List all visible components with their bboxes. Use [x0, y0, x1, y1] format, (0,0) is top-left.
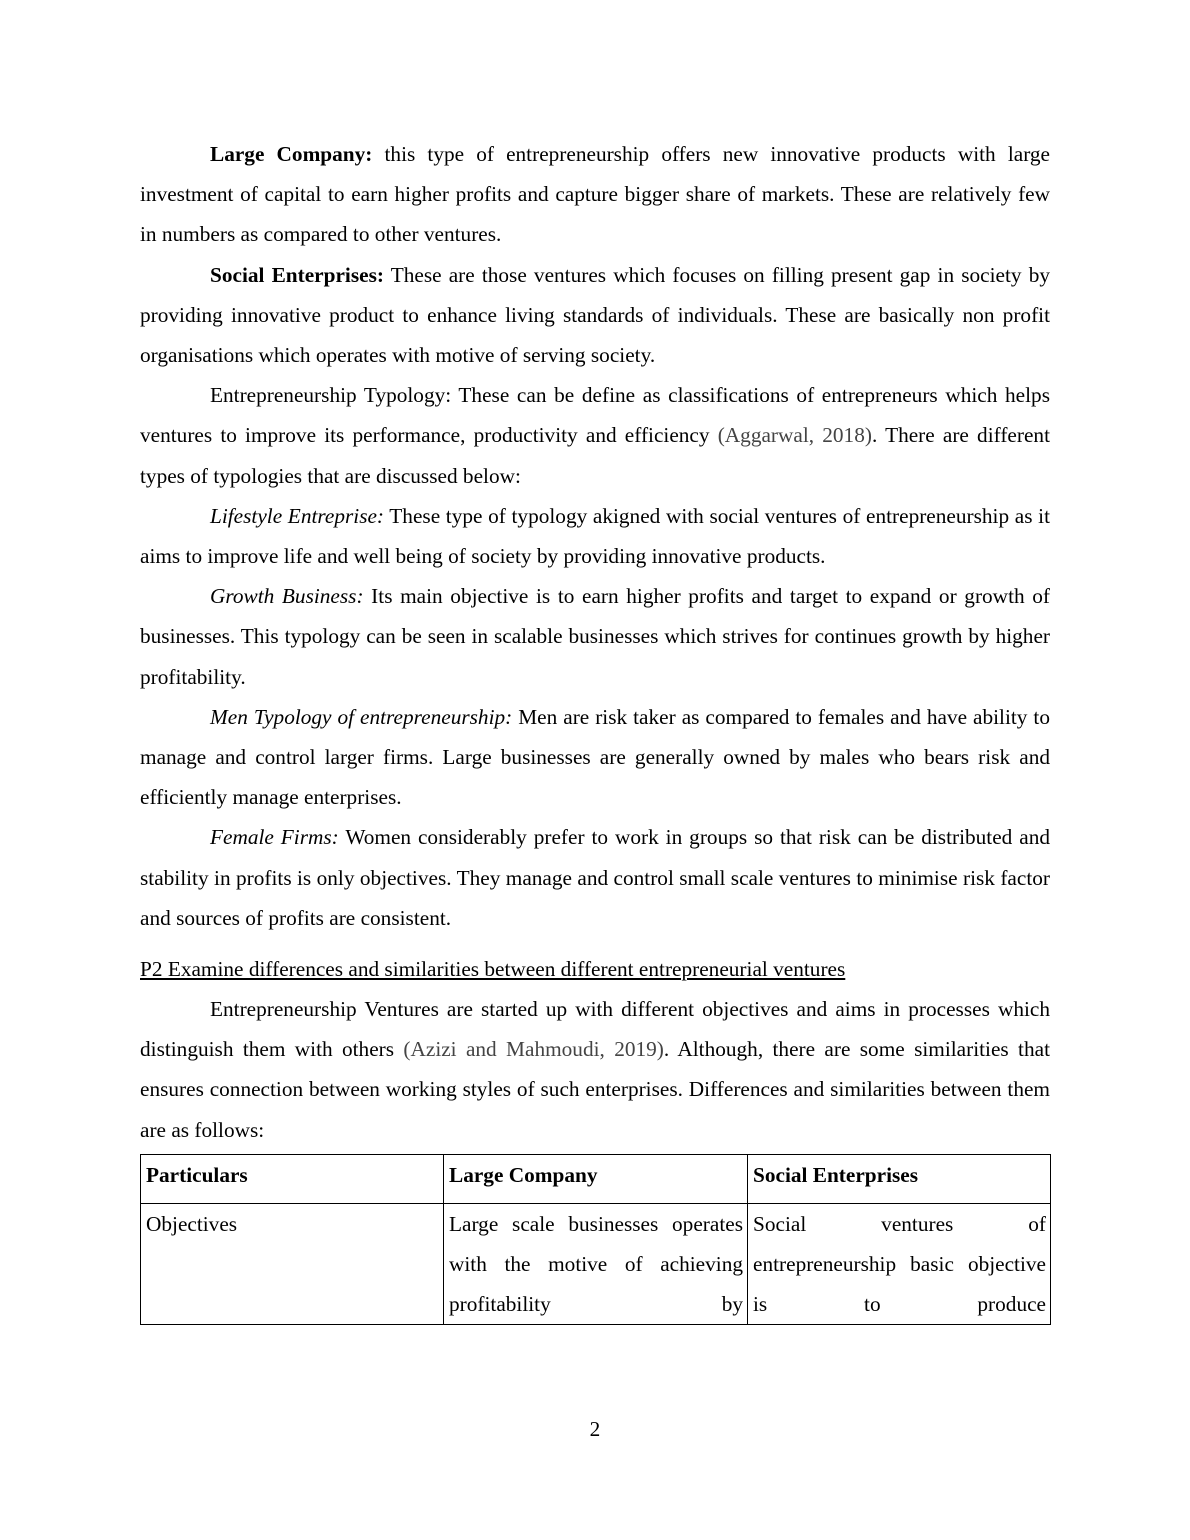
citation: (Aggarwal, 2018) — [717, 423, 872, 448]
section-heading: P2 Examine differences and similarities between different entrepreneurial ventures — [140, 957, 846, 982]
citation: (Azizi and Mahmoudi, 2019) — [403, 1037, 664, 1062]
table-cell: Objectives — [141, 1203, 444, 1325]
paragraph-men-typology: Men Typology of entrepreneurship: Men are risk taker as compared to females and have ability to manage and control larger firms. Large businesses are generally owned by males who bears risk and efficiently manage enterprises. — [140, 704, 1050, 810]
term-large-company: Large Company: — [210, 142, 373, 166]
table-cell: Social ventures of entrepreneurship basic objective is to produce — [748, 1203, 1051, 1325]
section-paragraph: Entrepreneurship Ventures are started up with different objectives and aims in processes which distinguish them with others (Azizi and Mahmoudi, 2019). Although, there are some similarities that ensures connection between working styles of such enterprises. Differences and similarities between them are as follows: — [140, 997, 1050, 1142]
table-header-cell: Large Company — [444, 1154, 748, 1203]
paragraph-growth-business: Growth Business: Its main objective is to earn higher profits and target to expand or growth of businesses. This typology can be seen in scalable businesses which strives for continues growth by higher profitability. — [140, 584, 1050, 689]
term-social-enterprises: Social Enterprises: — [210, 262, 384, 287]
table-header-cell: Particulars — [141, 1154, 444, 1203]
table-cell: Large scale businesses operates with the motive of achieving profitability by — [444, 1203, 748, 1325]
paragraph-female-firms: Female Firms: Women considerably prefer to work in groups so that risk can be distributed and stability in profits is only objectives. They manage and control small scale ventures to minimise risk factor and sources of profits are consistent. — [140, 825, 1050, 930]
paragraph-lifestyle: Lifestyle Entreprise: These type of typology akigned with social ventures of entrepreneurship as it aims to improve life and well being of society by providing innovative products. — [140, 503, 1050, 569]
paragraph-typology: Entrepreneurship Typology: These can be define as classifications of entrepreneurs which helps ventures to improve its performance, productivity and efficiency (Aggarwal, 2018). There are different types of typologies that are discussed below: — [140, 383, 1050, 488]
paragraph-social-enterprises: Social Enterprises: These are those ventures which focuses on filling present gap in society by providing innovative product to enhance living standards of individuals. These are basically non profit organisations which operates with motive of serving society. — [140, 262, 1050, 368]
term-female-firms: Female Firms: — [210, 825, 339, 850]
term-growth-business: Growth Business: — [210, 584, 364, 609]
table-row — [141, 1203, 1051, 1325]
table-header-cell: Social Enterprises — [748, 1154, 1051, 1203]
term-lifestyle: Lifestyle Entreprise: — [210, 503, 385, 528]
document-page — [140, 134, 1050, 1325]
page-number: 2 — [589, 1417, 601, 1441]
table-header-row — [141, 1154, 1051, 1203]
paragraph-large-company: Large Company: this type of entrepreneurship offers new innovative products with large investment of capital to earn higher profits and capture bigger share of markets. These are relatively few in numbers as compared to other ventures. — [140, 142, 1051, 247]
term-men-typology: Men Typology of entrepreneurship: — [210, 704, 513, 729]
comparison-table — [140, 1154, 1051, 1326]
